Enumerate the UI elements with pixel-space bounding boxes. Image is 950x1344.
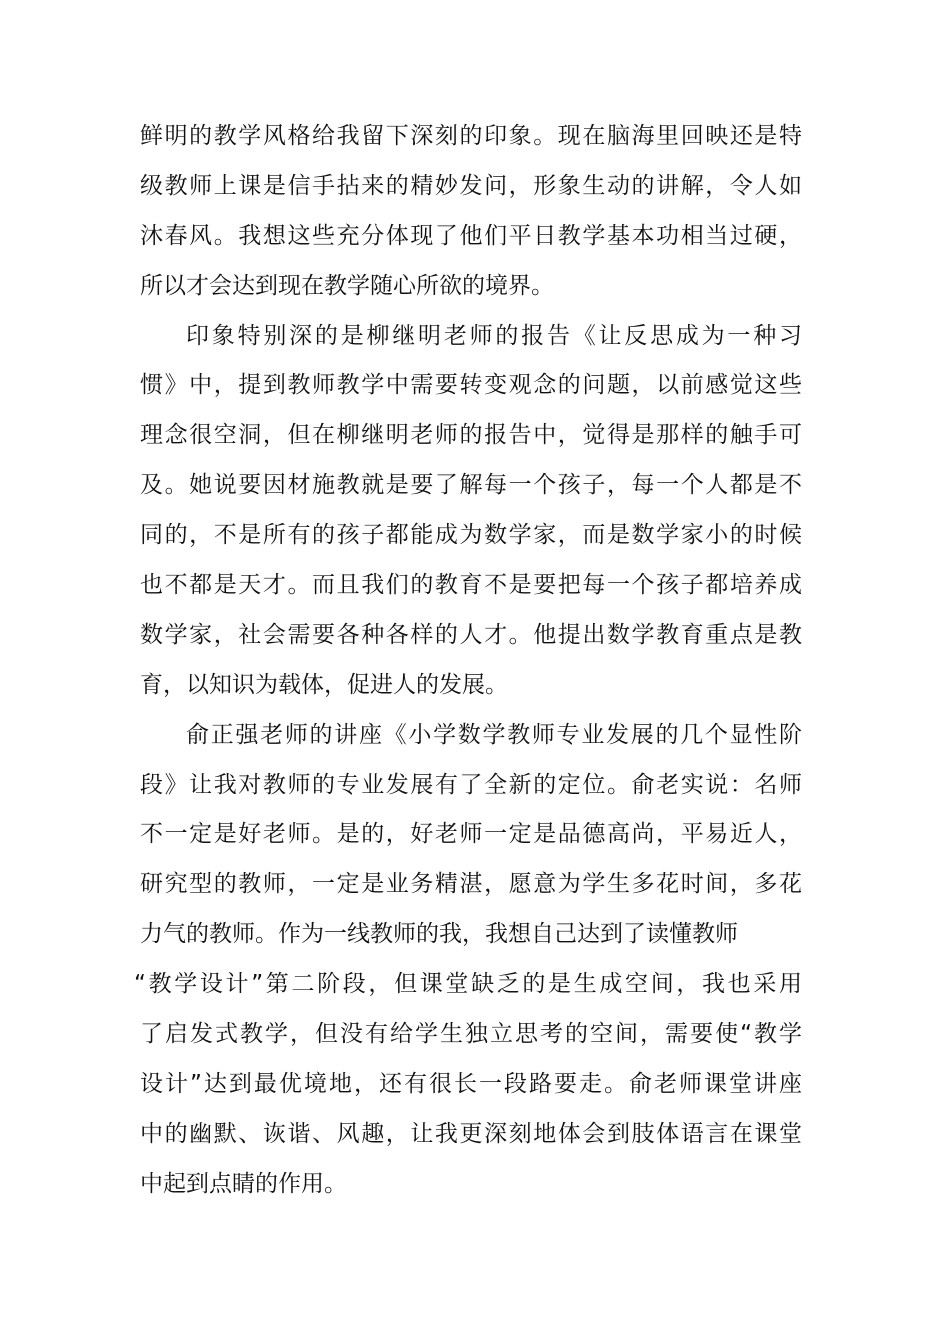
text-line: 中的幽默、诙谐、风趣，让我更深刻地体会到肢体语言在课堂 <box>140 1120 802 1147</box>
text-line: 鲜明的教学风格给我留下深刻的印象。现在脑海里回映还是特 <box>140 123 802 149</box>
paragraph-3 <box>134 711 802 1210</box>
text-line: 中起到点睛的作用。 <box>140 1170 347 1197</box>
text-line: 级教师上课是信手拈来的精妙发问，形象生动的讲解，令人如 <box>140 172 802 199</box>
text-line: 了启发式教学，但没有给学生独立思考的空间，需要使“教学 <box>140 1021 802 1048</box>
text-line: 同的，不是所有的孩子都能成为数学家，而是数学家小的时候 <box>140 522 802 549</box>
text-line: 也不都是天才。而且我们的教育不是要把每一个孩子都培养成 <box>140 572 802 599</box>
text-line: 惯》中，提到教师教学中需要转变观念的问题，以前感觉这些 <box>140 372 802 399</box>
paragraph-2 <box>140 312 802 711</box>
document-page <box>134 112 802 1210</box>
text-line: 俞正强老师的讲座《小学数学教师专业发展的几个显性阶 <box>186 721 802 748</box>
text-line: 育，以知识为载体，促进人的发展。 <box>140 671 508 698</box>
text-line: 沐春风。我想这些充分体现了他们平日教学基本功相当过硬， <box>140 222 802 249</box>
text-line: 不一定是好老师。是的，好老师一定是品德高尚，平易近人， <box>140 821 802 848</box>
paragraph-1 <box>140 112 802 312</box>
text-line: 及。她说要因材施教就是要了解每一个孩子，每一个人都是不 <box>140 472 802 499</box>
text-line: 力气的教师。作为一线教师的我，我想自己达到了读懂教师 <box>140 921 738 948</box>
text-line: 研究型的教师，一定是业务精湛，愿意为学生多花时间，多花 <box>140 871 802 898</box>
text-line: “教学设计”第二阶段，但课堂缺乏的是生成空间，我也采用 <box>134 971 802 998</box>
text-line: 印象特别深的是柳继明老师的报告《让反思成为一种习 <box>186 322 802 349</box>
text-line: 设计”达到最优境地，还有很长一段路要走。俞老师课堂讲座 <box>140 1070 802 1097</box>
text-line: 数学家，社会需要各种各样的人才。他提出数学教育重点是教 <box>140 621 802 648</box>
text-line: 所以才会达到现在教学随心所欲的境界。 <box>140 272 554 299</box>
text-line: 段》让我对教师的专业发展有了全新的定位。俞老实说：名师 <box>140 771 802 798</box>
text-line: 理念很空洞，但在柳继明老师的报告中，觉得是那样的触手可 <box>140 422 802 449</box>
